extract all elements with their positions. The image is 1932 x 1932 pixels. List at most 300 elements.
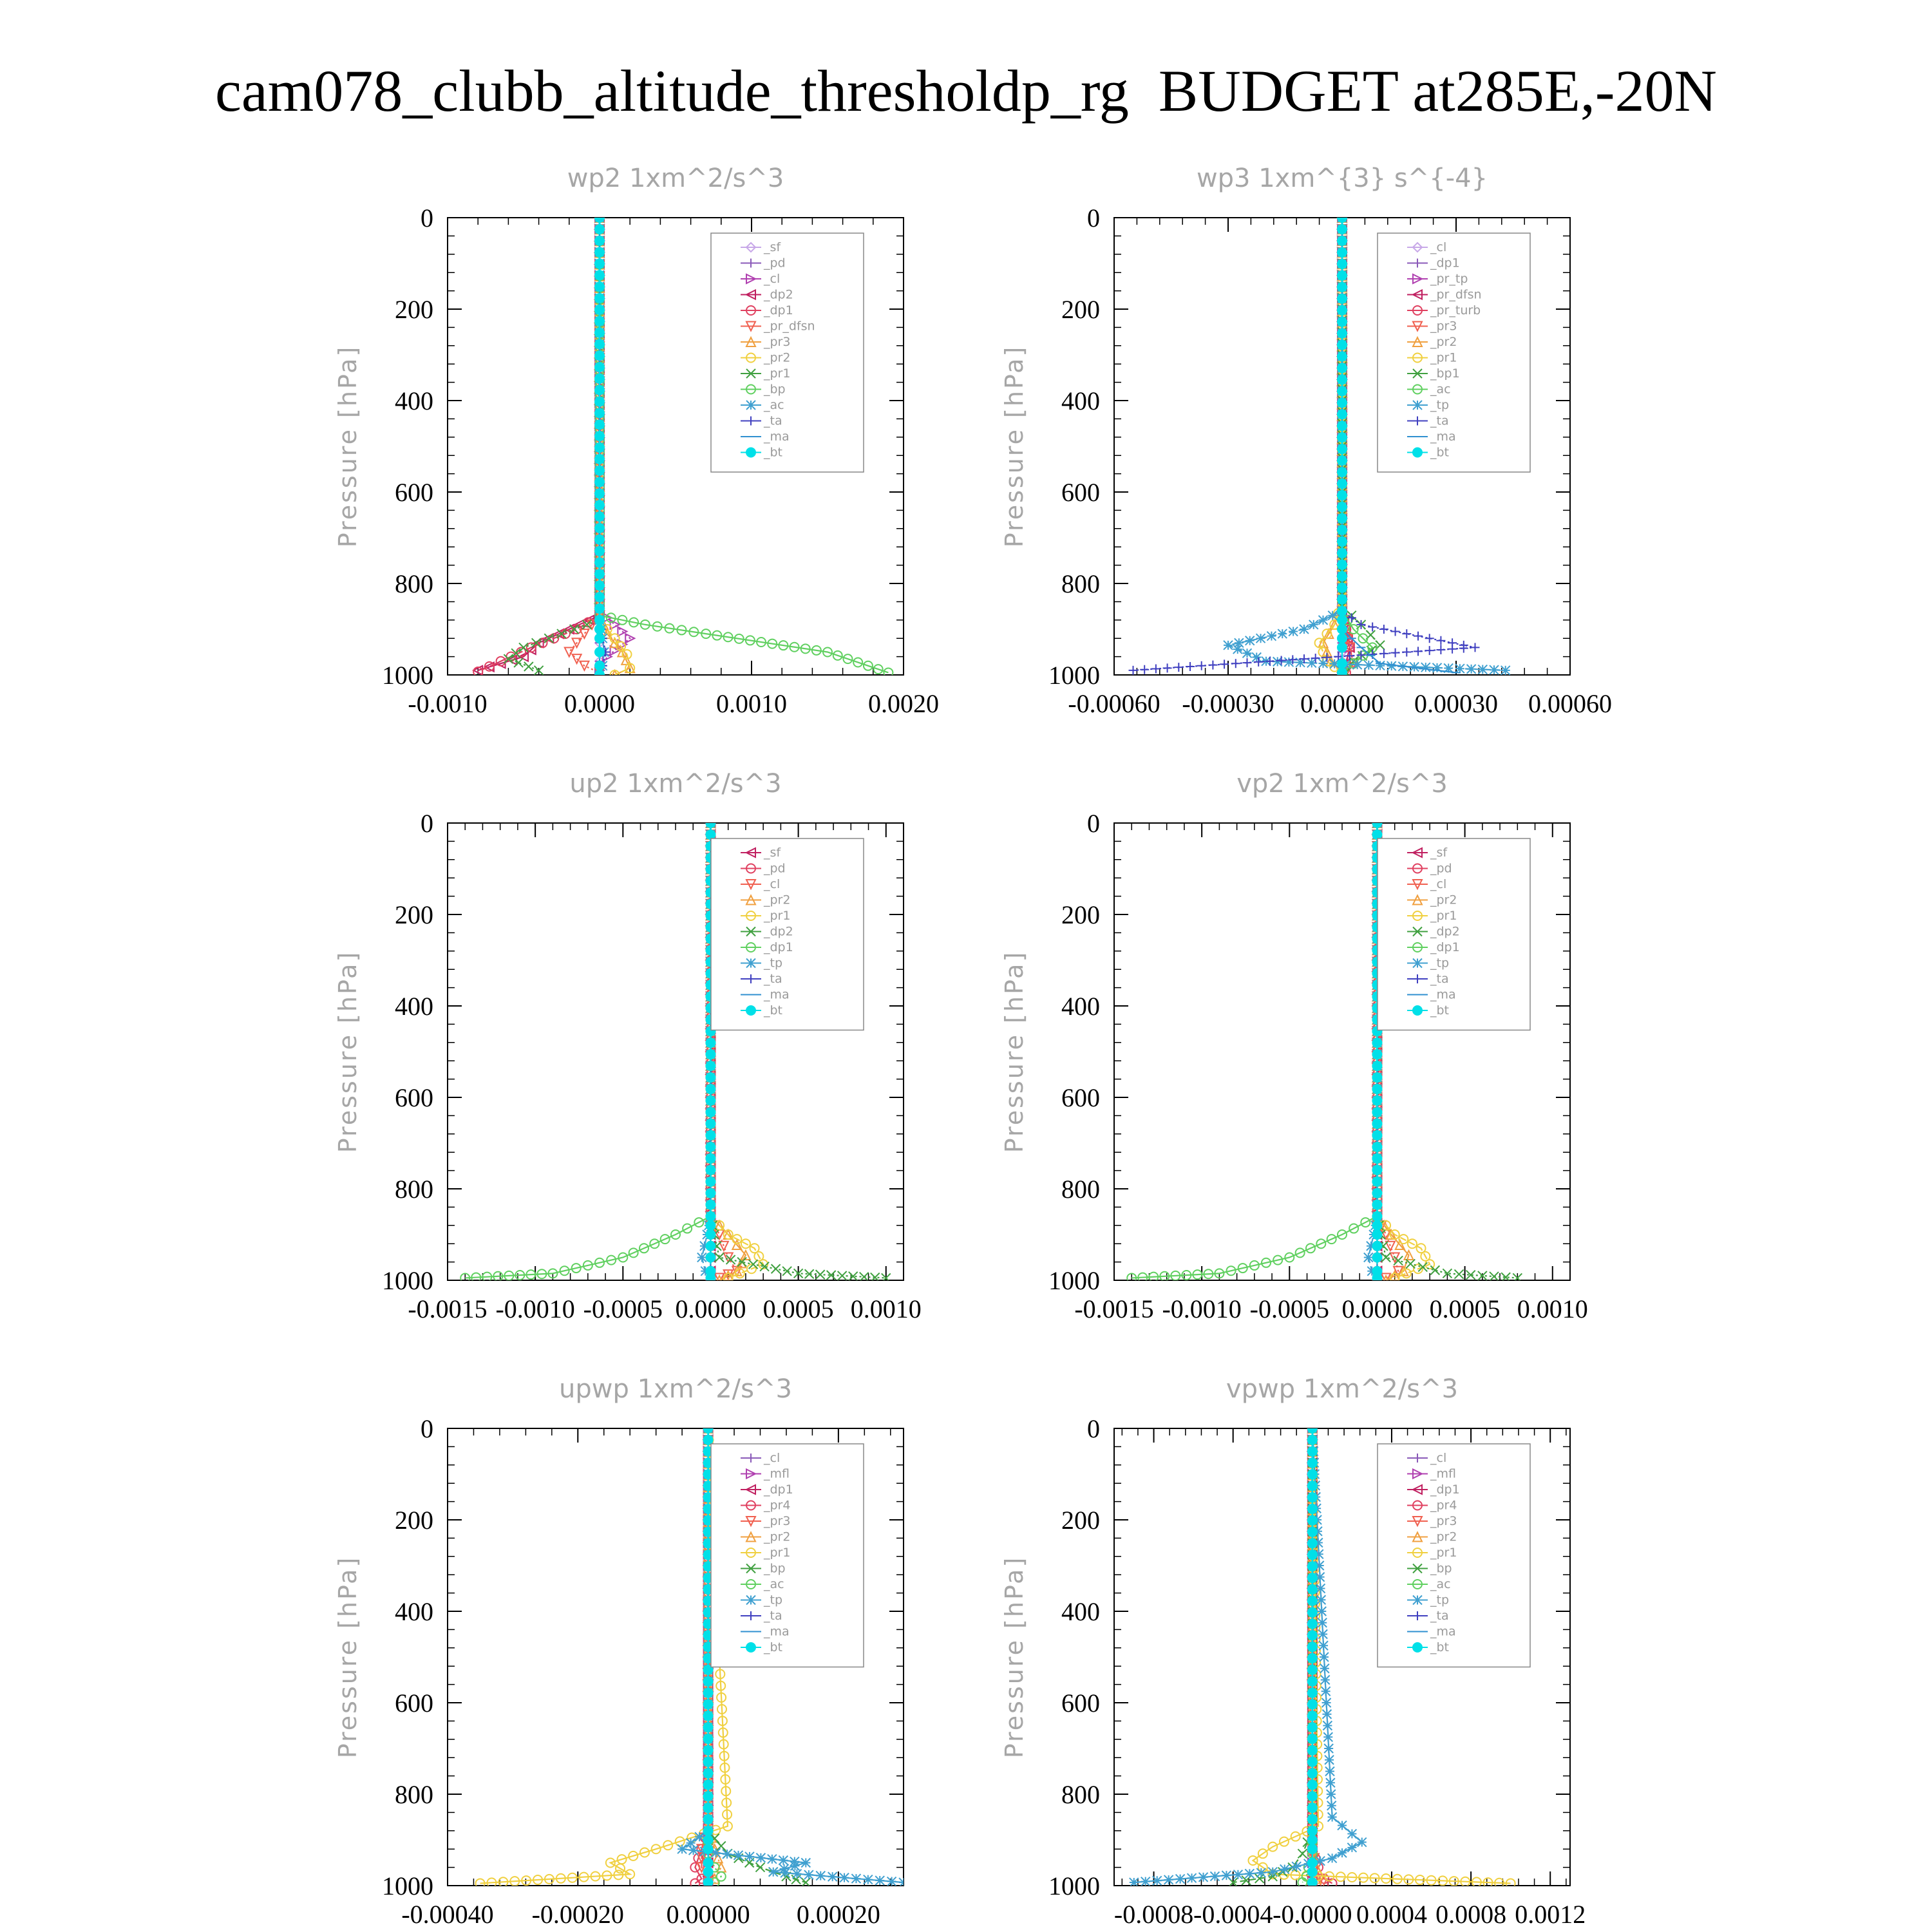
data-point bbox=[1176, 1875, 1185, 1884]
data-point bbox=[1129, 666, 1138, 675]
legend-label: _ac bbox=[764, 398, 784, 412]
panel-title: up2 1xm^2/s^3 bbox=[569, 769, 782, 799]
y-tick-label: 400 bbox=[395, 1597, 433, 1626]
data-point bbox=[704, 1769, 713, 1778]
data-point bbox=[1308, 1504, 1317, 1513]
data-point bbox=[1153, 1876, 1162, 1885]
legend-label: _pr4 bbox=[1430, 1498, 1457, 1513]
y-axis-label: Pressure [hPa] bbox=[334, 1555, 362, 1759]
data-point bbox=[1308, 1493, 1317, 1502]
data-point bbox=[595, 351, 604, 360]
data-point bbox=[1308, 1596, 1317, 1605]
data-point bbox=[595, 431, 604, 440]
y-tick-label: 1000 bbox=[1048, 661, 1100, 690]
data-point bbox=[1308, 1746, 1317, 1755]
y-tick-label: 400 bbox=[395, 992, 433, 1021]
legend bbox=[711, 838, 864, 1030]
data-point bbox=[1308, 1734, 1317, 1743]
data-point bbox=[704, 1746, 713, 1755]
data-point bbox=[715, 1230, 724, 1239]
data-point bbox=[887, 1877, 896, 1886]
legend-label: _sf bbox=[764, 846, 781, 860]
data-point bbox=[1308, 1562, 1317, 1571]
data-point bbox=[595, 524, 604, 533]
legend-marker bbox=[1413, 401, 1422, 410]
legend-label: _ma bbox=[1430, 430, 1456, 444]
x-tick-label: 0.0020 bbox=[868, 689, 939, 718]
y-tick-label: 400 bbox=[1061, 992, 1100, 1021]
data-point bbox=[1328, 611, 1337, 620]
data-point bbox=[1338, 634, 1347, 643]
x-tick-label: 0.0005 bbox=[762, 1294, 834, 1323]
x-tick-label: -0.0004 bbox=[1193, 1900, 1273, 1929]
data-point bbox=[1372, 1189, 1381, 1198]
data-point bbox=[1414, 647, 1423, 656]
x-tick-label: -0.0005 bbox=[583, 1294, 663, 1323]
data-point bbox=[1308, 1550, 1317, 1559]
legend-label: _pr1 bbox=[764, 366, 791, 381]
y-tick-label: 200 bbox=[1061, 900, 1100, 929]
legend-label: _bt bbox=[1430, 1640, 1450, 1654]
data-point bbox=[704, 1734, 713, 1743]
legend-label: _pr1 bbox=[1430, 1546, 1457, 1560]
data-point bbox=[1425, 634, 1434, 643]
data-point bbox=[1233, 645, 1242, 654]
data-point bbox=[704, 1677, 713, 1686]
data-point bbox=[706, 1050, 715, 1059]
y-tick-label: 800 bbox=[395, 1175, 433, 1204]
y-tick-label: 600 bbox=[395, 478, 433, 507]
data-point bbox=[1324, 1744, 1333, 1753]
x-tick-label: -0.0010 bbox=[1162, 1294, 1242, 1323]
legend-label: _pr1 bbox=[764, 1546, 791, 1560]
data-point bbox=[1308, 1619, 1317, 1628]
data-point bbox=[1372, 1131, 1381, 1140]
legend-label: _pr_turb bbox=[1430, 303, 1481, 317]
data-point bbox=[1328, 1853, 1337, 1862]
data-point bbox=[1319, 1641, 1328, 1650]
legend-label: _bp1 bbox=[1430, 366, 1460, 381]
data-point bbox=[1338, 386, 1347, 395]
data-point bbox=[580, 629, 589, 638]
data-point bbox=[1338, 317, 1347, 327]
data-point bbox=[1372, 830, 1381, 839]
y-tick-label: 0 bbox=[1087, 809, 1100, 838]
data-point bbox=[1308, 1631, 1317, 1640]
legend-label: _ma bbox=[764, 987, 790, 1002]
panel-4 bbox=[1000, 769, 1588, 1323]
data-point bbox=[755, 1863, 764, 1872]
data-point bbox=[1308, 1539, 1317, 1548]
data-point bbox=[1245, 636, 1255, 645]
panel-5 bbox=[334, 1374, 908, 1929]
data-point bbox=[838, 1271, 847, 1280]
data-point bbox=[1455, 664, 1464, 673]
data-point bbox=[706, 1131, 715, 1140]
data-point bbox=[1372, 1084, 1381, 1094]
data-point bbox=[595, 294, 604, 303]
data-point bbox=[769, 1868, 778, 1877]
data-point bbox=[1326, 1778, 1335, 1787]
series-line-dp1 bbox=[465, 823, 710, 1278]
x-tick-label: 0.0010 bbox=[716, 689, 787, 718]
y-tick-label: 600 bbox=[1061, 1689, 1100, 1718]
legend-label: _dp1 bbox=[764, 940, 793, 954]
data-point bbox=[706, 819, 715, 828]
legend-label: _dp1 bbox=[1430, 1482, 1460, 1497]
data-point bbox=[706, 1212, 715, 1221]
data-point bbox=[1338, 236, 1347, 245]
data-point bbox=[1391, 627, 1400, 636]
data-point bbox=[595, 634, 604, 643]
data-point bbox=[1256, 634, 1265, 643]
x-tick-label: 0.00020 bbox=[796, 1900, 880, 1929]
data-point bbox=[595, 236, 604, 245]
data-point bbox=[816, 1270, 825, 1279]
data-point bbox=[514, 658, 523, 667]
x-tick-label: 0.0000 bbox=[675, 1294, 746, 1323]
data-point bbox=[1245, 1869, 1254, 1878]
data-point bbox=[1338, 271, 1347, 280]
legend-label: _tp bbox=[1430, 956, 1450, 971]
data-point bbox=[1338, 468, 1347, 477]
legend-label: _pr2 bbox=[1430, 893, 1457, 907]
data-point bbox=[1222, 1871, 1231, 1880]
data-point bbox=[595, 225, 604, 234]
data-point bbox=[1308, 1868, 1317, 1877]
data-point bbox=[1309, 620, 1318, 629]
data-point bbox=[1268, 1868, 1277, 1877]
x-tick-label: -0.0008 bbox=[1113, 1900, 1194, 1929]
data-point bbox=[1308, 1642, 1317, 1651]
legend-label: _cl bbox=[1430, 877, 1447, 891]
legend-label: _tp bbox=[764, 956, 783, 971]
x-tick-label: 0.0008 bbox=[1435, 1900, 1507, 1929]
data-point bbox=[1338, 225, 1347, 234]
data-point bbox=[1338, 668, 1347, 677]
data-point bbox=[595, 339, 604, 348]
y-tick-label: 200 bbox=[395, 295, 433, 324]
data-point bbox=[706, 1253, 715, 1262]
series-line-dp1 bbox=[478, 218, 600, 672]
data-point bbox=[1320, 1653, 1329, 1662]
data-point bbox=[704, 1835, 713, 1844]
data-point bbox=[1372, 1096, 1381, 1105]
legend-label: _bt bbox=[764, 1640, 783, 1654]
data-point bbox=[1372, 1061, 1381, 1070]
data-point bbox=[704, 1689, 713, 1698]
legend-label: _ta bbox=[1430, 1609, 1449, 1623]
y-tick-label: 600 bbox=[1061, 478, 1100, 507]
panel-title: upwp 1xm^2/s^3 bbox=[559, 1374, 792, 1404]
data-point bbox=[1289, 627, 1298, 636]
data-point bbox=[595, 592, 604, 601]
data-point bbox=[1208, 661, 1217, 670]
data-point bbox=[1308, 1700, 1317, 1709]
legend-marker bbox=[1413, 1596, 1422, 1605]
legend-label: _ta bbox=[1430, 413, 1449, 428]
data-point bbox=[1308, 1780, 1317, 1789]
data-point bbox=[1308, 1654, 1317, 1663]
data-point bbox=[595, 270, 604, 279]
data-point bbox=[1402, 629, 1411, 638]
data-point bbox=[1318, 1618, 1327, 1627]
data-point bbox=[1338, 659, 1347, 668]
data-point bbox=[704, 1700, 713, 1709]
x-tick-label: 0.0010 bbox=[850, 1294, 922, 1323]
panel-2 bbox=[1000, 164, 1612, 718]
y-tick-label: 800 bbox=[1061, 569, 1100, 598]
data-point bbox=[704, 1868, 713, 1877]
data-point bbox=[704, 1803, 713, 1812]
series-line-bp1 bbox=[1342, 218, 1380, 672]
data-point bbox=[1368, 622, 1377, 631]
series-line-pr1 bbox=[508, 218, 600, 670]
legend bbox=[1378, 838, 1530, 1030]
y-tick-label: 1000 bbox=[382, 661, 433, 690]
legend-label: _bt bbox=[1430, 1003, 1450, 1018]
legend-label: _ma bbox=[764, 1624, 790, 1639]
data-point bbox=[595, 305, 604, 314]
data-point bbox=[1319, 616, 1328, 625]
series-line-dp2 bbox=[478, 218, 600, 670]
data-point bbox=[1338, 283, 1347, 292]
legend-label: _pr_dfsn bbox=[1430, 287, 1482, 302]
data-point bbox=[1338, 1848, 1347, 1857]
data-point bbox=[1364, 661, 1373, 670]
data-point bbox=[1338, 595, 1347, 604]
x-tick-label: -0.0010 bbox=[495, 1294, 575, 1323]
data-point bbox=[1338, 260, 1347, 269]
data-point bbox=[717, 1841, 726, 1850]
legend bbox=[711, 1444, 864, 1667]
data-point bbox=[1372, 1230, 1381, 1239]
data-point bbox=[1164, 1875, 1173, 1884]
y-axis-label: Pressure [hPa] bbox=[1000, 345, 1028, 548]
legend-label: _ta bbox=[764, 972, 782, 986]
legend-label: _pd bbox=[764, 861, 786, 876]
data-point bbox=[595, 408, 604, 417]
x-tick-label: -0.0005 bbox=[1249, 1294, 1329, 1323]
data-point bbox=[1501, 666, 1510, 675]
y-tick-label: 0 bbox=[421, 204, 433, 232]
panel-3 bbox=[334, 769, 922, 1323]
data-point bbox=[706, 1154, 715, 1163]
y-axis-label: Pressure [hPa] bbox=[334, 345, 362, 548]
data-point bbox=[706, 1096, 715, 1105]
data-point bbox=[595, 661, 604, 670]
legend-label: _dp1 bbox=[764, 303, 793, 317]
x-tick-label: 0.00030 bbox=[1414, 689, 1498, 718]
data-point bbox=[1308, 1516, 1317, 1525]
data-point bbox=[1338, 491, 1347, 500]
data-point bbox=[595, 374, 604, 383]
x-tick-label: 0.00060 bbox=[1528, 689, 1612, 718]
data-point bbox=[1372, 1221, 1381, 1230]
data-point bbox=[1372, 819, 1381, 828]
data-point bbox=[595, 489, 604, 498]
data-point bbox=[704, 1780, 713, 1789]
legend-label: _mfl bbox=[1430, 1466, 1456, 1481]
data-point bbox=[1174, 663, 1183, 672]
data-point bbox=[1308, 1878, 1317, 1887]
data-point bbox=[1338, 616, 1347, 625]
data-point bbox=[1379, 649, 1388, 658]
legend-marker bbox=[746, 1596, 755, 1605]
data-point bbox=[706, 1200, 715, 1209]
data-point bbox=[1372, 1073, 1381, 1082]
x-tick-label: -0.00060 bbox=[1068, 689, 1160, 718]
data-point bbox=[1372, 1242, 1381, 1251]
legend-label: _sf bbox=[1430, 846, 1448, 860]
legend bbox=[1378, 233, 1530, 472]
legend-label: _dp2 bbox=[764, 924, 793, 939]
data-point bbox=[706, 1221, 715, 1230]
data-point bbox=[1338, 213, 1347, 222]
legend-label: _pr4 bbox=[764, 1498, 791, 1513]
legend-label: _pr3 bbox=[764, 335, 791, 349]
data-point bbox=[1338, 329, 1347, 338]
data-point bbox=[1372, 1050, 1381, 1059]
legend-label: _dp1 bbox=[1430, 940, 1460, 954]
legend-marker bbox=[746, 1643, 755, 1652]
data-point bbox=[704, 1757, 713, 1766]
data-point bbox=[1321, 1687, 1331, 1696]
data-point bbox=[1298, 1849, 1307, 1858]
data-point bbox=[1308, 1815, 1317, 1824]
legend-label: _bp bbox=[764, 382, 786, 397]
y-tick-label: 800 bbox=[395, 1780, 433, 1809]
panel-title: vpwp 1xm^2/s^3 bbox=[1226, 1374, 1459, 1404]
legend-label: _pr3 bbox=[1430, 319, 1457, 334]
data-point bbox=[1308, 1835, 1317, 1844]
data-point bbox=[1338, 502, 1347, 511]
data-point bbox=[1308, 1665, 1317, 1674]
y-tick-label: 800 bbox=[395, 569, 433, 598]
data-point bbox=[706, 1073, 715, 1082]
y-tick-label: 0 bbox=[1087, 1414, 1100, 1443]
legend-label: _ma bbox=[1430, 1624, 1456, 1639]
data-point bbox=[1338, 607, 1347, 616]
data-point bbox=[689, 1846, 698, 1855]
legend-label: _pr2 bbox=[1430, 335, 1457, 349]
data-point bbox=[704, 1826, 713, 1835]
legend-label: _bt bbox=[764, 445, 783, 460]
x-tick-label: -0.00030 bbox=[1182, 689, 1274, 718]
legend-label: _ma bbox=[764, 430, 790, 444]
data-point bbox=[595, 397, 604, 406]
data-point bbox=[524, 662, 533, 671]
legend-label: _pr3 bbox=[764, 1514, 791, 1528]
data-point bbox=[1235, 638, 1244, 647]
data-point bbox=[706, 1230, 715, 1239]
data-point bbox=[1322, 1710, 1331, 1719]
data-point bbox=[706, 1119, 715, 1128]
data-point bbox=[595, 328, 604, 337]
data-point bbox=[1292, 1862, 1301, 1871]
legend-label: _pr2 bbox=[764, 1530, 791, 1544]
data-point bbox=[1358, 1838, 1367, 1847]
data-point bbox=[1318, 1630, 1327, 1639]
data-point bbox=[595, 547, 604, 556]
legend-label: _pr1 bbox=[764, 909, 791, 923]
data-point bbox=[595, 455, 604, 464]
data-point bbox=[704, 1424, 713, 1433]
data-point bbox=[1372, 1142, 1381, 1151]
data-point bbox=[1308, 1859, 1317, 1868]
data-point bbox=[595, 466, 604, 475]
x-tick-label: -0.0010 bbox=[408, 689, 488, 718]
y-tick-label: 1000 bbox=[1048, 1266, 1100, 1295]
y-tick-label: 400 bbox=[1061, 386, 1100, 415]
x-tick-label: 0.0012 bbox=[1515, 1900, 1586, 1929]
y-tick-label: 0 bbox=[421, 809, 433, 838]
data-point bbox=[1338, 625, 1347, 634]
y-tick-label: 200 bbox=[1061, 295, 1100, 324]
legend-label: _bt bbox=[1430, 445, 1450, 460]
data-point bbox=[1338, 341, 1347, 350]
y-tick-label: 0 bbox=[1087, 204, 1100, 232]
y-tick-label: 400 bbox=[1061, 1597, 1100, 1626]
data-point bbox=[1308, 1803, 1317, 1812]
data-point bbox=[704, 1859, 713, 1868]
legend-marker bbox=[1413, 1643, 1422, 1652]
data-point bbox=[1338, 398, 1347, 407]
data-point bbox=[704, 1711, 713, 1720]
data-point bbox=[595, 670, 604, 679]
data-point bbox=[745, 1852, 754, 1861]
data-point bbox=[1308, 1447, 1317, 1456]
data-point bbox=[1327, 1801, 1336, 1810]
y-tick-label: 600 bbox=[1061, 1083, 1100, 1112]
data-point bbox=[801, 1859, 810, 1868]
data-point bbox=[1308, 1585, 1317, 1594]
y-tick-label: 600 bbox=[395, 1083, 433, 1112]
legend-label: _dp2 bbox=[764, 287, 793, 302]
data-point bbox=[1338, 479, 1347, 488]
data-point bbox=[723, 1850, 732, 1859]
data-point bbox=[704, 1723, 713, 1732]
legend-label: _pr_tp bbox=[1430, 272, 1468, 286]
data-point bbox=[1308, 1470, 1317, 1479]
legend-label: _ta bbox=[764, 1609, 782, 1623]
y-tick-label: 1000 bbox=[382, 1871, 433, 1900]
x-tick-label: 0.0010 bbox=[1517, 1294, 1588, 1323]
data-point bbox=[1338, 352, 1347, 361]
data-point bbox=[1308, 1826, 1317, 1835]
panel-title: wp3 1xm^{3} s^{-4} bbox=[1196, 164, 1488, 193]
data-point bbox=[1338, 583, 1347, 592]
legend-label: _pr1 bbox=[1430, 909, 1457, 923]
data-point bbox=[1372, 1200, 1381, 1209]
data-point bbox=[1188, 1873, 1197, 1882]
data-point bbox=[1325, 1756, 1334, 1765]
data-point bbox=[804, 1870, 813, 1879]
data-point bbox=[1338, 560, 1347, 569]
data-point bbox=[706, 1108, 715, 1117]
data-point bbox=[695, 1832, 704, 1841]
data-point bbox=[1338, 444, 1347, 453]
data-point bbox=[1199, 1873, 1208, 1882]
data-point bbox=[1391, 649, 1400, 658]
x-tick-label: 0.0005 bbox=[1429, 1294, 1501, 1323]
data-point bbox=[768, 1855, 777, 1864]
data-point bbox=[1308, 1792, 1317, 1801]
data-point bbox=[1308, 1435, 1317, 1444]
data-point bbox=[1267, 632, 1276, 641]
data-point bbox=[704, 1815, 713, 1824]
data-point bbox=[1327, 1790, 1336, 1799]
